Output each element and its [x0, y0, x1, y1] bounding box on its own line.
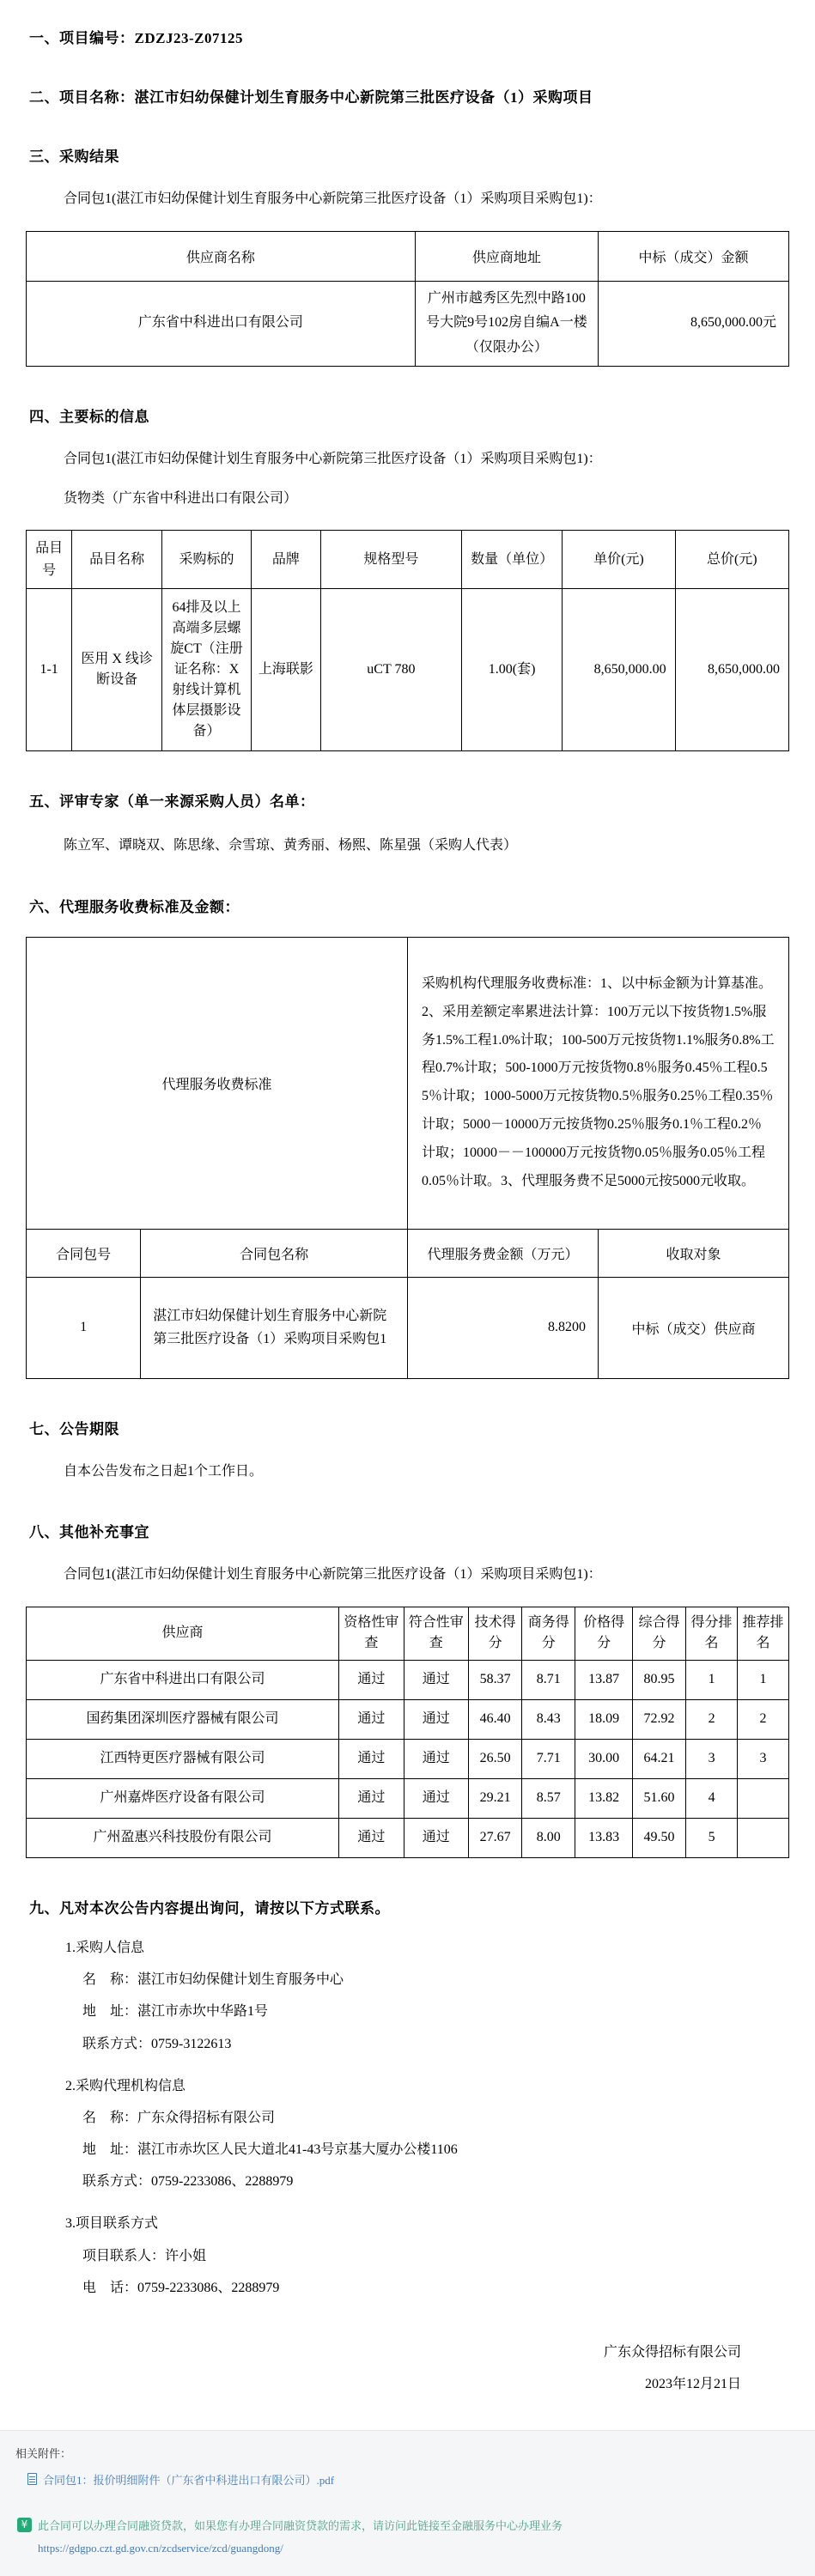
- score-rank-cell: 5: [686, 1818, 738, 1857]
- price-score-cell: 13.83: [575, 1818, 633, 1857]
- spec-model-cell: uCT 780: [320, 589, 461, 751]
- business-score-cell: 8.57: [522, 1778, 575, 1818]
- attachment-row: [27, 2471, 800, 2488]
- agency-name-line: 名 称：广东众得招标有限公司: [82, 2110, 276, 2125]
- recommend-rank-cell: [738, 1778, 789, 1818]
- qualification-cell: 通过: [339, 1818, 404, 1857]
- col-item-no: 品目号: [27, 531, 72, 589]
- package-name-cell: 湛江市妇幼保健计划生育服务中心新院第三批医疗设备（1）采购项目采购包1: [141, 1277, 408, 1378]
- business-score-cell: 7.71: [522, 1739, 575, 1778]
- supplier-address-cell: 广州市越秀区先烈中路100号大院9号102房自编A一楼（仅限办公）: [415, 281, 598, 366]
- recommend-rank-cell: 3: [738, 1739, 789, 1778]
- price-score-cell: 13.82: [575, 1778, 633, 1818]
- col-brand: 品牌: [251, 531, 320, 589]
- col-price-score: 价格得分: [575, 1607, 633, 1660]
- purchaser-info-title: 1.采购人信息: [65, 1940, 145, 1955]
- table-header-row: [27, 231, 789, 281]
- table-header-row: [27, 1607, 789, 1660]
- table-row: [27, 1739, 789, 1778]
- agency-info-group: [26, 2075, 789, 2194]
- recommend-rank-cell: [738, 1818, 789, 1857]
- business-score-cell: 8.43: [522, 1699, 575, 1739]
- signature-company: 广东众得招标有限公司: [603, 2345, 741, 2360]
- supplier-cell: 广州嘉烨医疗设备有限公司: [27, 1778, 339, 1818]
- signature-date: 2023年12月21日: [644, 2376, 741, 2391]
- qualification-cell: 通过: [339, 1778, 404, 1818]
- section-procurement-result-heading: 三、采购结果: [29, 149, 119, 165]
- recommend-rank-cell: 1: [738, 1660, 789, 1699]
- section-main-subject-heading: 四、主要标的信息: [29, 408, 149, 425]
- col-recommend-rank: 推荐排名: [738, 1607, 789, 1660]
- section-supplementary-heading: 八、其他补充事宜: [29, 1524, 149, 1541]
- recommend-rank-cell: 2: [738, 1699, 789, 1739]
- technical-score-cell: 29.21: [469, 1778, 522, 1818]
- table-row: [27, 1277, 789, 1378]
- col-package-name: 合同包名称: [141, 1229, 408, 1277]
- col-subject: 采购标的: [162, 531, 252, 589]
- purchaser-name-line: 名 称：湛江市妇幼保健计划生育服务中心: [82, 1972, 344, 1988]
- score-rank-cell: 2: [686, 1699, 738, 1739]
- main-subject-category-intro: 货物类（广东省中科进出口有限公司）: [64, 490, 298, 506]
- supplier-cell: 广东省中科进出口有限公司: [27, 1660, 339, 1699]
- evaluation-score-table: [26, 1607, 789, 1858]
- finance-link-row: [38, 2542, 800, 2555]
- score-rank-cell: 4: [686, 1778, 738, 1818]
- col-supplier: 供应商: [27, 1607, 339, 1660]
- purchaser-info-group: [26, 1936, 789, 2056]
- table-row: [27, 1660, 789, 1699]
- col-total-price: 总价(元): [675, 531, 788, 589]
- footer: [0, 2430, 815, 2576]
- col-technical-score: 技术得分: [469, 1607, 522, 1660]
- procurement-result-table: [26, 231, 789, 367]
- table-header-row: [27, 1229, 789, 1277]
- overall-score-cell: 80.95: [632, 1660, 685, 1699]
- announcement-period-text: 自本公告发布之日起1个工作日。: [64, 1463, 264, 1479]
- project-contact-person-line: 项目联系人：许小姐: [82, 2248, 207, 2263]
- qualification-cell: 通过: [339, 1660, 404, 1699]
- signature-block: [26, 2300, 789, 2401]
- quantity-cell: 1.00(套): [462, 589, 563, 751]
- fee-standard-text-cell: 采购机构代理服务收费标准：1、以中标金额为计算基准。2、采用差额定率累进法计算：100万元以下按货物1.5%服务1.5%工程1.0%计取；100-500万元按货物1.1%服务0.8%工程0.7%计取；500-1000万元按货物0.8％服务0.45％工程0.55％计取；1000-5000万元按货物0.5％服务0.25％工程0.35％计取；5000－10000万元按货物0.25％服务0.1％工程0.2％计取；10000－－100000万元按货物0.05％服务0.05％工程0.05％计取。3、代理服务费不足5000元按5000元收取。: [407, 937, 788, 1229]
- col-quantity-unit: 数量（单位）: [462, 531, 563, 589]
- agency-fee-table: [26, 937, 789, 1379]
- price-score-cell: 18.09: [575, 1699, 633, 1739]
- technical-score-cell: 26.50: [469, 1739, 522, 1778]
- col-item-name: 品目名称: [72, 531, 162, 589]
- section-announcement-period-heading: 七、公告期限: [29, 1420, 119, 1437]
- agency-fee-amount-cell: 8.8200: [407, 1277, 598, 1378]
- section-experts-heading: 五、评审专家（单一来源采购人员）名单：: [29, 793, 315, 811]
- table-row: [27, 1778, 789, 1818]
- score-rank-cell: 3: [686, 1739, 738, 1778]
- overall-score-cell: 64.21: [632, 1739, 685, 1778]
- supplier-cell: 国药集团深圳医疗器械有限公司: [27, 1699, 339, 1739]
- table-header-row: [27, 531, 789, 589]
- fee-standard-label-cell: 代理服务收费标准: [27, 937, 408, 1229]
- table-row: [27, 1699, 789, 1739]
- col-conformity-review: 符合性审查: [404, 1607, 468, 1660]
- conformity-cell: 通过: [404, 1699, 468, 1739]
- col-agency-fee-amount: 代理服务费金额（万元）: [407, 1229, 598, 1277]
- finance-yuan-icon: ¥: [17, 2518, 32, 2532]
- purchaser-address-line: 地 址：湛江市赤坎中华路1号: [82, 2004, 269, 2020]
- total-price-cell: 8,650,000.00: [675, 589, 788, 751]
- col-supplier-name: 供应商名称: [27, 231, 416, 281]
- qualification-cell: 通过: [339, 1699, 404, 1739]
- supplementary-package-intro: 合同包1(湛江市妇幼保健计划生育服务中心新院第三批医疗设备（1）采购项目采购包1)：: [64, 1567, 602, 1583]
- agency-address-line: 地 址：湛江市赤坎区人民大道北41-43号京基大厦办公楼1106: [82, 2142, 458, 2158]
- business-score-cell: 8.71: [522, 1660, 575, 1699]
- agency-phone-line: 联系方式：0759-2233086、2288979: [82, 2174, 294, 2190]
- table-row: [27, 1818, 789, 1857]
- main-subject-table: [26, 530, 789, 751]
- supplier-cell: 广州盈惠兴科技股份有限公司: [27, 1818, 339, 1857]
- price-score-cell: 13.87: [575, 1660, 633, 1699]
- col-business-score: 商务得分: [522, 1607, 575, 1660]
- procurement-result-package-intro: 合同包1(湛江市妇幼保健计划生育服务中心新院第三批医疗设备（1）采购项目采购包1)：: [64, 191, 602, 206]
- col-score-rank: 得分排名: [686, 1607, 738, 1660]
- overall-score-cell: 51.60: [632, 1778, 685, 1818]
- conformity-cell: 通过: [404, 1778, 468, 1818]
- attachment-file-icon: [27, 2473, 37, 2485]
- section-project-name: 二、项目名称：湛江市妇幼保健计划生育服务中心新院第三批医疗设备（1）采购项目: [29, 89, 593, 106]
- col-spec-model: 规格型号: [320, 531, 461, 589]
- section-project-number: 一、项目编号：ZDZJ23-Z07125: [29, 30, 243, 46]
- col-overall-score: 综合得分: [632, 1607, 685, 1660]
- project-contact-phone-line: 电 话：0759-2233086、2288979: [82, 2280, 280, 2295]
- technical-score-cell: 46.40: [469, 1699, 522, 1739]
- conformity-cell: 通过: [404, 1739, 468, 1778]
- conformity-cell: 通过: [404, 1818, 468, 1857]
- section-contact-heading: 九、凡对本次公告内容提出询问，请按以下方式联系。: [29, 1899, 390, 1917]
- col-fee-payer: 收取对象: [598, 1229, 788, 1277]
- technical-score-cell: 27.67: [469, 1818, 522, 1857]
- finance-service-link[interactable]: https://gdgpo.czt.gd.gov.cn/zcdservice/zcd/guangdong/: [38, 2541, 283, 2555]
- item-name-cell: 医用 X 线诊断设备: [72, 589, 162, 751]
- subject-cell: 64排及以上高端多层螺旋CT（注册证名称：X 射线计算机体层摄影设备）: [162, 589, 252, 751]
- overall-score-cell: 72.92: [632, 1699, 685, 1739]
- supplier-name-cell: 广东省中科进出口有限公司: [27, 281, 416, 366]
- technical-score-cell: 58.37: [469, 1660, 522, 1699]
- purchaser-phone-line: 联系方式：0759-3122613: [82, 2036, 232, 2051]
- table-row: [27, 589, 789, 751]
- agency-info-title: 2.采购代理机构信息: [65, 2078, 186, 2093]
- fee-payer-cell: 中标（成交）供应商: [598, 1277, 788, 1378]
- brand-cell: 上海联影: [251, 589, 320, 751]
- finance-notice-row: [17, 2517, 800, 2533]
- finance-notice-text: 此合同可以办理合同融资贷款，如果您有办理合同融资贷款的需求，请访问此链接至金融服务中心办理业务: [38, 2518, 563, 2532]
- supplier-cell: 江西特更医疗器械有限公司: [27, 1739, 339, 1778]
- col-supplier-address: 供应商地址: [415, 231, 598, 281]
- fee-standard-row: [27, 937, 789, 1229]
- table-row: [27, 281, 789, 366]
- award-amount-cell: 8,650,000.00元: [598, 281, 788, 366]
- col-unit-price: 单价(元): [563, 531, 675, 589]
- overall-score-cell: 49.50: [632, 1818, 685, 1857]
- item-no-cell: 1-1: [27, 589, 72, 751]
- col-package-no: 合同包号: [27, 1229, 141, 1277]
- related-attachments-label: 相关附件：: [15, 2446, 72, 2460]
- expert-name-list: 陈立军、谭晓双、陈思缘、佘雪琼、黄秀丽、杨熙、陈星强（采购人代表）: [64, 838, 518, 854]
- col-qualification-review: 资格性审查: [339, 1607, 404, 1660]
- project-contact-title: 3.项目联系方式: [65, 2216, 159, 2232]
- business-score-cell: 8.00: [522, 1818, 575, 1857]
- qualification-cell: 通过: [339, 1739, 404, 1778]
- score-rank-cell: 1: [686, 1660, 738, 1699]
- section-agency-fee-heading: 六、代理服务收费标准及金额：: [29, 898, 240, 915]
- attachment-link[interactable]: 合同包1：报价明细附件（广东省中科进出口有限公司）.pdf: [43, 2473, 335, 2487]
- conformity-cell: 通过: [404, 1660, 468, 1699]
- unit-price-cell: 8,650,000.00: [563, 589, 675, 751]
- project-contact-group: [26, 2212, 789, 2300]
- main-subject-package-intro: 合同包1(湛江市妇幼保健计划生育服务中心新院第三批医疗设备（1）采购项目采购包1)：: [64, 451, 602, 466]
- package-no-cell: 1: [27, 1277, 141, 1378]
- price-score-cell: 30.00: [575, 1739, 633, 1778]
- col-award-amount: 中标（成交）金额: [598, 231, 788, 281]
